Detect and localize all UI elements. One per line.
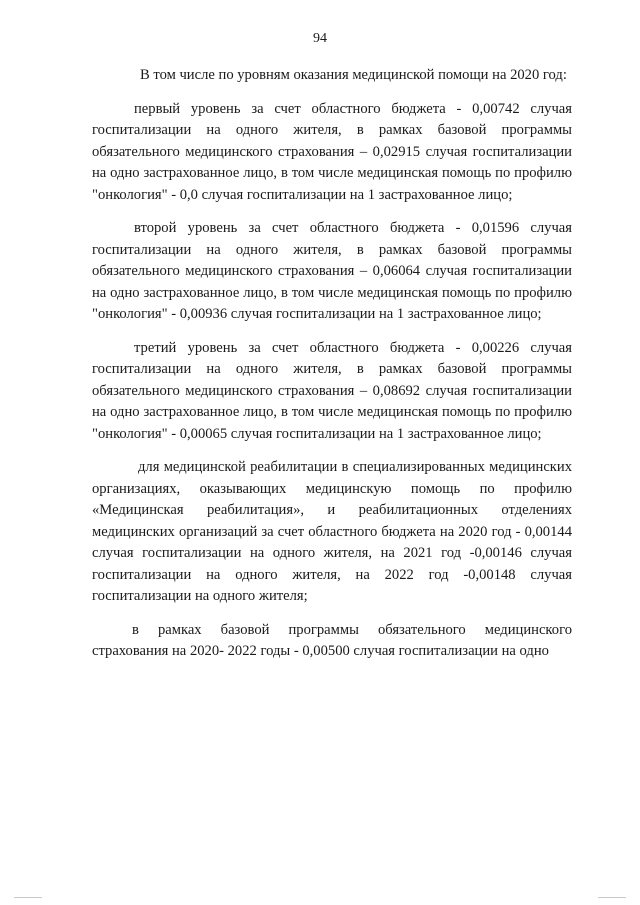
paragraph-intro: В том числе по уровням оказания медицинской помощи на 2020 год: [140, 67, 567, 83]
paragraph-third-level: третий уровень за счет областного бюджета - 0,00226 случая госпитализации на одного жителя, в рамках базовой программы обязательного медицинского страхования – 0,08692 случая госпитализации на одно застрахованное лицо, в том числе медицинская помощь по профилю "онкология" - 0,00065 случая госпитализации на 1 застрахованное лицо; [92, 339, 572, 442]
document-body [92, 65, 572, 663]
page-number: 94 [313, 31, 327, 46]
scan-artifacts [0, 885, 640, 905]
paragraph-second-level: второй уровень за счет областного бюджета - 0,01596 случая госпитализации на одного жителя, в рамках базовой программы обязательного медицинского страхования – 0,06064 случая госпитализации на одно застрахованное лицо, в том числе медицинская помощь по профилю "онкология" - 0,00936 случая госпитализации на 1 застрахованное лицо; [92, 220, 572, 322]
paragraph-basic-program: в рамках базовой программы обязательного медицинского страхования на 2020- 2022 годы - 0,00500 случая госпитализации на одно [92, 621, 572, 659]
paragraph-rehabilitation: для медицинской реабилитации в специализированных медицинских организациях, оказывающих медицинскую помощь по профилю «Медицинская реабилитация», и реабилитационных отделениях медицинских организаций за счет областного бюджета на 2020 год - 0,00144 случая госпитализации на одного жителя, на 2021 год -0,00146 случая госпитализации на одного жителя, на 2022 год -0,00148 случая госпитализации на одного жителя; [92, 459, 572, 604]
paragraph-first-level: первый уровень за счет областного бюджета - 0,00742 случая госпитализации на одного жителя, в рамках базовой программы обязательного медицинского страхования – 0,02915 случая госпитализации на одно застрахованное лицо, в том числе медицинская помощь по профилю "онкология" - 0,0 случая госпитализации на 1 застрахованное лицо; [92, 100, 572, 203]
